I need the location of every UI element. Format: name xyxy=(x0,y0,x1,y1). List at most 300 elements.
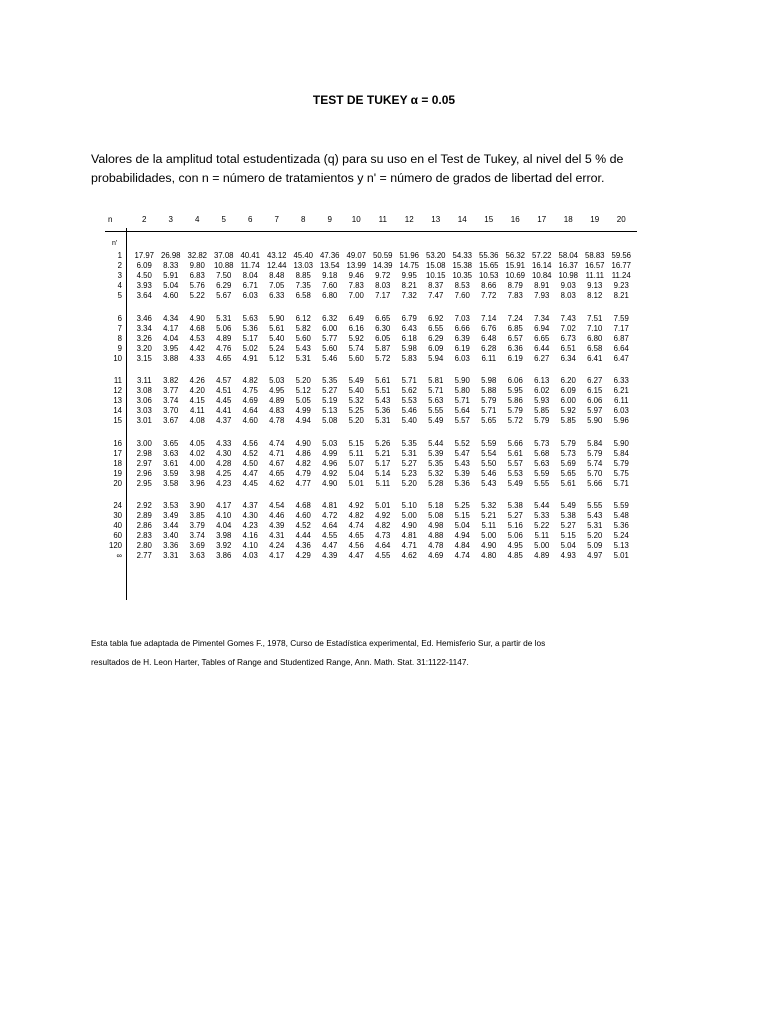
table-cell: 5.54 xyxy=(481,448,497,458)
table-cell: 3.67 xyxy=(163,416,179,425)
table-cell: 5.11 xyxy=(348,448,364,458)
table-cell: 7.43 xyxy=(560,313,576,323)
table-cell: 3.74 xyxy=(189,531,205,540)
table-cell: 4.36 xyxy=(295,541,311,550)
table-cell: 4.90 xyxy=(322,478,338,488)
table-cell: 6.09 xyxy=(428,343,444,353)
table-cell: 5.20 xyxy=(587,531,603,540)
table-cell: 5.67 xyxy=(216,291,232,300)
row-label: ∞ xyxy=(116,551,122,560)
table-cell: 5.40 xyxy=(348,386,364,395)
table-cell: 5.84 xyxy=(587,438,603,448)
table-cell: 5.48 xyxy=(613,511,629,520)
row-label: 13 xyxy=(113,396,122,405)
table-cell: 5.79 xyxy=(481,396,497,405)
table-cell: 8.03 xyxy=(375,281,391,290)
table-cell: 5.90 xyxy=(587,416,603,425)
table-cell: 5.97 xyxy=(587,406,603,415)
table-cell: 4.25 xyxy=(216,468,232,478)
row-label: 4 xyxy=(117,281,122,290)
table-cell: 4.60 xyxy=(295,511,311,520)
table-cell: 4.46 xyxy=(269,511,285,520)
table-cell: 4.23 xyxy=(216,478,232,488)
table-cell: 13.99 xyxy=(346,261,366,270)
table-cell: 5.91 xyxy=(163,271,179,280)
table-cell: 4.33 xyxy=(216,438,232,448)
table-cell: 5.59 xyxy=(481,438,497,448)
table-cell: 5.04 xyxy=(454,521,470,530)
table-cell: 5.40 xyxy=(269,333,285,343)
table-cell: 4.90 xyxy=(481,541,497,550)
table-cell: 4.97 xyxy=(587,551,603,560)
table-cell: 5.98 xyxy=(481,376,497,385)
table-cell: 40.41 xyxy=(240,251,260,260)
table-cell: 4.62 xyxy=(269,478,285,488)
table-cell: 16.77 xyxy=(611,261,631,270)
table-cell: 5.16 xyxy=(507,521,523,530)
table-cell: 56.32 xyxy=(505,251,525,260)
table-cell: 5.71 xyxy=(481,406,497,415)
table-cell: 7.47 xyxy=(428,291,444,300)
table-cell: 4.56 xyxy=(348,541,364,550)
table-cell: 5.33 xyxy=(534,511,550,520)
table-cell: 5.80 xyxy=(454,386,470,395)
table-cell: 4.64 xyxy=(322,521,338,530)
table-cell: 5.28 xyxy=(428,478,444,488)
table-cell: 10.88 xyxy=(213,261,234,270)
table-cell: 5.49 xyxy=(560,501,576,510)
table-cell: 5.53 xyxy=(401,396,417,405)
table-cell: 6.29 xyxy=(216,281,232,290)
table-cell: 4.92 xyxy=(348,501,364,510)
table-cell: 5.92 xyxy=(560,406,576,415)
table-cell: 5.65 xyxy=(560,468,576,478)
table-cell: 4.24 xyxy=(269,541,285,550)
table-cell: 4.29 xyxy=(295,551,311,560)
table-cell: 4.92 xyxy=(375,511,391,520)
table-cell: 6.55 xyxy=(428,323,444,333)
table-cell: 5.86 xyxy=(507,396,523,405)
table-cell: 6.73 xyxy=(560,333,576,343)
table-cell: 8.21 xyxy=(613,291,629,300)
table-cell: 5.26 xyxy=(375,438,391,448)
table-cell: 4.82 xyxy=(348,511,364,520)
table-cell: 5.32 xyxy=(348,396,364,405)
table-cell: 5.36 xyxy=(454,478,470,488)
table-cell: 5.03 xyxy=(269,376,285,385)
table-cell: 6.80 xyxy=(587,333,603,343)
table-cell: 5.79 xyxy=(587,448,603,458)
table-cell: 6.43 xyxy=(401,323,417,333)
table-cell: 4.92 xyxy=(322,468,338,478)
row-label: 20 xyxy=(113,478,122,488)
table-cell: 3.85 xyxy=(189,511,205,520)
table-cell: 5.60 xyxy=(295,333,311,343)
table-cell: 3.93 xyxy=(136,281,152,290)
table-cell: 2.86 xyxy=(136,521,152,530)
table-cell: 10.98 xyxy=(558,271,578,280)
table-cell: 9.03 xyxy=(560,281,576,290)
table-cell: 6.11 xyxy=(481,353,497,363)
table-cell: 4.23 xyxy=(242,521,258,530)
table-cell: 5.57 xyxy=(454,416,470,425)
table-cell: 13.54 xyxy=(319,261,340,270)
table-cell: 3.03 xyxy=(136,406,152,415)
table-cell: 5.70 xyxy=(587,468,603,478)
table-cell: 6.80 xyxy=(322,291,338,300)
table-cell: 4.30 xyxy=(242,511,258,520)
column-header: 10 xyxy=(351,215,361,224)
table-cell: 3.06 xyxy=(136,396,152,405)
table-cell: 6.06 xyxy=(587,396,603,405)
table-cell: 16.57 xyxy=(584,261,605,270)
table-cell: 3.26 xyxy=(136,333,152,343)
column-header: 17 xyxy=(537,215,547,224)
table-cell: 6.65 xyxy=(375,313,391,323)
table-cell: 4.02 xyxy=(189,448,205,458)
table-cell: 3.59 xyxy=(163,468,179,478)
table-cell: 6.12 xyxy=(295,313,311,323)
table-cell: 5.04 xyxy=(163,281,179,290)
table-cell: 5.46 xyxy=(322,353,338,363)
table-cell: 5.68 xyxy=(534,448,550,458)
table-cell: 5.79 xyxy=(560,438,576,448)
row-label: 14 xyxy=(113,406,122,415)
table-cell: 4.82 xyxy=(295,458,311,468)
row-label: 15 xyxy=(113,416,122,425)
table-cell: 5.83 xyxy=(401,353,417,363)
column-header: 18 xyxy=(563,215,573,224)
table-cell: 6.76 xyxy=(481,323,497,333)
table-cell: 6.18 xyxy=(401,333,417,343)
table-cell: 5.05 xyxy=(295,396,311,405)
table-cell: 4.89 xyxy=(216,333,232,343)
table-cell: 3.98 xyxy=(216,531,232,540)
table-cell: 5.76 xyxy=(189,281,205,290)
table-cell: 11.74 xyxy=(240,261,260,270)
table-cell: 5.20 xyxy=(401,478,417,488)
table-cell: 4.04 xyxy=(216,521,232,530)
table-cell: 8.37 xyxy=(428,281,444,290)
table-cell: 4.94 xyxy=(295,416,311,425)
table-cell: 5.20 xyxy=(348,416,364,425)
table-cell: 5.59 xyxy=(613,501,629,510)
table-cell: 5.39 xyxy=(454,468,470,478)
table-cell: 5.18 xyxy=(428,501,444,510)
table-cell: 6.19 xyxy=(507,353,523,363)
table-cell: 4.74 xyxy=(269,438,285,448)
table-cell: 6.66 xyxy=(454,323,470,333)
table-cell: 5.25 xyxy=(454,501,470,510)
table-cell: 5.10 xyxy=(401,501,417,510)
table-cell: 6.19 xyxy=(454,343,470,353)
table-cell: 4.39 xyxy=(322,551,338,560)
table-cell: 7.00 xyxy=(348,291,364,300)
table-cell: 5.15 xyxy=(348,438,364,448)
table-cell: 6.00 xyxy=(560,396,576,405)
column-header: 3 xyxy=(168,215,173,224)
row-label: 19 xyxy=(113,468,122,478)
table-cell: 50.59 xyxy=(372,251,393,260)
table-cell: 4.20 xyxy=(189,386,205,395)
column-axis-label: n xyxy=(108,215,113,224)
table-cell: 3.90 xyxy=(189,501,205,510)
table-cell: 3.58 xyxy=(163,478,179,488)
table-cell: 3.74 xyxy=(163,396,179,405)
table-cell: 5.50 xyxy=(481,458,497,468)
table-cell: 6.03 xyxy=(242,291,258,300)
row-label: 40 xyxy=(113,521,122,530)
table-cell: 5.61 xyxy=(269,323,285,333)
table-cell: 8.48 xyxy=(269,271,285,280)
table-cell: 5.25 xyxy=(348,406,364,415)
table-cell: 53.20 xyxy=(425,251,446,260)
column-header: 19 xyxy=(590,215,600,224)
table-cell: 7.50 xyxy=(216,271,232,280)
table-cell: 4.05 xyxy=(189,438,205,448)
table-cell: 6.06 xyxy=(507,376,523,385)
table-cell: 4.62 xyxy=(401,551,417,560)
table-cell: 6.02 xyxy=(534,386,550,395)
table-cell: 5.77 xyxy=(322,333,338,343)
table-cell: 5.06 xyxy=(507,531,523,540)
table-cell: 5.95 xyxy=(507,386,523,395)
table-cell: 14.75 xyxy=(399,261,419,270)
table-cell: 6.30 xyxy=(375,323,391,333)
table-cell: 7.14 xyxy=(481,313,497,323)
column-header: 11 xyxy=(378,215,387,224)
table-cell: 3.96 xyxy=(189,478,205,488)
table-cell: 5.23 xyxy=(401,468,417,478)
table-cell: 5.79 xyxy=(534,416,550,425)
table-cell: 9.80 xyxy=(189,261,205,270)
table-cell: 6.03 xyxy=(454,353,470,363)
table-cell: 2.77 xyxy=(136,551,152,560)
table-cell: 4.04 xyxy=(163,333,179,343)
table-cell: 5.01 xyxy=(348,478,364,488)
table-cell: 3.95 xyxy=(163,343,179,353)
table-cell: 5.60 xyxy=(322,343,338,353)
table-cell: 5.22 xyxy=(534,521,550,530)
table-cell: 5.72 xyxy=(375,353,391,363)
table-cell: 2.95 xyxy=(136,478,152,488)
row-label: 2 xyxy=(117,261,122,270)
table-cell: 8.91 xyxy=(534,281,550,290)
table-cell: 4.78 xyxy=(428,541,444,550)
table-cell: 4.76 xyxy=(216,343,232,353)
table-cell: 5.82 xyxy=(295,323,311,333)
table-cell: 5.43 xyxy=(295,343,311,353)
table-cell: 3.20 xyxy=(136,343,152,353)
table-cell: 4.64 xyxy=(242,406,258,415)
table-cell: 9.72 xyxy=(375,271,391,280)
table-cell: 3.36 xyxy=(163,541,179,550)
table-cell: 5.65 xyxy=(481,416,497,425)
table-cell: 8.12 xyxy=(587,291,603,300)
table-cell: 5.61 xyxy=(507,448,523,458)
column-header: 9 xyxy=(327,215,332,224)
table-cell: 5.96 xyxy=(613,416,629,425)
table-cell: 5.71 xyxy=(454,396,470,405)
table-cell: 2.98 xyxy=(136,448,152,458)
intro-line: Valores de la amplitud total estudentizada (q) para su uso en el Test de Tukey, al nivel del 5 % de xyxy=(91,152,624,166)
row-label: 3 xyxy=(117,271,122,280)
table-cell: 10.84 xyxy=(531,271,552,280)
table-cell: 4.98 xyxy=(428,521,444,530)
table-cell: 13.03 xyxy=(293,261,313,270)
table-cell: 5.43 xyxy=(454,458,470,468)
table-cell: 4.95 xyxy=(269,386,285,395)
table-cell: 6.94 xyxy=(534,323,550,333)
table-cell: 3.40 xyxy=(163,531,179,540)
table-cell: 5.36 xyxy=(242,323,258,333)
row-label: 17 xyxy=(113,448,122,458)
table-cell: 5.11 xyxy=(534,531,550,540)
table-cell: 57.22 xyxy=(531,251,552,260)
table-cell: 5.74 xyxy=(348,343,364,353)
table-cell: 5.27 xyxy=(401,458,417,468)
row-label: 5 xyxy=(117,291,122,300)
row-axis-label: n' xyxy=(112,240,118,247)
table-cell: 2.89 xyxy=(136,511,152,520)
table-cell: 6.28 xyxy=(481,343,497,353)
table-cell: 4.37 xyxy=(242,501,258,510)
table-cell: 5.61 xyxy=(560,478,576,488)
table-cell: 32.82 xyxy=(187,251,207,260)
column-header: 12 xyxy=(404,215,414,224)
table-cell: 3.34 xyxy=(136,323,152,333)
table-cell: 5.90 xyxy=(613,438,629,448)
table-cell: 4.03 xyxy=(242,551,258,560)
header-divider xyxy=(105,231,637,232)
table-cell: 5.21 xyxy=(481,511,497,520)
table-cell: 4.45 xyxy=(242,478,258,488)
table-cell: 15.38 xyxy=(452,261,472,270)
table-cell: 4.99 xyxy=(295,406,311,415)
column-header: 13 xyxy=(431,215,441,224)
table-cell: 5.73 xyxy=(534,438,550,448)
table-cell: 59.56 xyxy=(611,251,631,260)
table-cell: 5.55 xyxy=(587,501,603,510)
table-cell: 17.97 xyxy=(134,251,154,260)
table-cell: 7.93 xyxy=(534,291,550,300)
table-cell: 6.09 xyxy=(560,386,576,395)
table-cell: 5.66 xyxy=(507,438,523,448)
table-cell: 2.97 xyxy=(136,458,152,468)
table-cell: 5.11 xyxy=(481,521,497,530)
table-cell: 5.46 xyxy=(401,406,417,415)
table-cell: 4.34 xyxy=(163,313,179,323)
table-cell: 5.81 xyxy=(428,376,444,385)
table-cell: 5.94 xyxy=(428,353,444,363)
column-header: 16 xyxy=(510,215,520,224)
table-cell: 5.90 xyxy=(454,376,470,385)
table-cell: 4.31 xyxy=(269,531,285,540)
table-cell: 5.36 xyxy=(613,521,629,530)
table-cell: 5.15 xyxy=(560,531,576,540)
table-cell: 4.00 xyxy=(189,458,205,468)
table-cell: 4.16 xyxy=(242,531,258,540)
table-cell: 4.47 xyxy=(242,468,258,478)
table-cell: 11.24 xyxy=(611,271,631,280)
table-cell: 7.60 xyxy=(322,281,338,290)
table-cell: 5.17 xyxy=(375,458,391,468)
table-cell: 3.70 xyxy=(163,406,179,415)
table-cell: 6.33 xyxy=(269,291,285,300)
table-cell: 5.55 xyxy=(428,406,444,415)
table-cell: 4.74 xyxy=(454,551,470,560)
table-cell: 7.02 xyxy=(560,323,576,333)
table-cell: 5.63 xyxy=(428,396,444,405)
table-cell: 5.04 xyxy=(348,468,364,478)
table-cell: 43.12 xyxy=(266,251,287,260)
table-cell: 37.08 xyxy=(213,251,234,260)
column-header: 8 xyxy=(301,215,306,224)
table-cell: 5.46 xyxy=(481,468,497,478)
table-cell: 4.26 xyxy=(189,376,205,385)
table-cell: 6.41 xyxy=(587,353,603,363)
table-cell: 4.50 xyxy=(242,458,258,468)
table-cell: 3.69 xyxy=(189,541,205,550)
table-cell: 6.71 xyxy=(242,281,258,290)
table-cell: 5.35 xyxy=(401,438,417,448)
table-cell: 5.19 xyxy=(322,396,338,405)
table-cell: 5.20 xyxy=(295,376,311,385)
table-cell: 3.65 xyxy=(163,438,179,448)
table-cell: 4.77 xyxy=(295,478,311,488)
table-cell: 4.47 xyxy=(348,551,364,560)
table-cell: 54.33 xyxy=(452,251,472,260)
table-cell: 5.61 xyxy=(375,376,391,385)
table-cell: 5.79 xyxy=(613,458,629,468)
row-label: 6 xyxy=(117,313,122,323)
table-cell: 3.00 xyxy=(136,438,152,448)
row-label: 12 xyxy=(113,386,122,395)
table-cell: 5.38 xyxy=(560,511,576,520)
column-header: 20 xyxy=(616,215,626,224)
table-cell: 5.12 xyxy=(295,386,311,395)
table-cell: 7.17 xyxy=(375,291,391,300)
table-cell: 11.11 xyxy=(585,271,604,280)
table-cell: 5.73 xyxy=(560,448,576,458)
table-cell: 6.87 xyxy=(613,333,629,343)
table-cell: 4.64 xyxy=(375,541,391,550)
row-label: 30 xyxy=(113,511,122,520)
table-cell: 5.21 xyxy=(375,448,391,458)
table-cell: 45.40 xyxy=(293,251,313,260)
table-cell: 5.71 xyxy=(428,386,444,395)
table-cell: 6.36 xyxy=(507,343,523,353)
table-cell: 6.09 xyxy=(136,261,152,270)
table-cell: 5.93 xyxy=(534,396,550,405)
table-cell: 5.01 xyxy=(613,551,629,560)
table-cell: 6.15 xyxy=(587,386,603,395)
table-cell: 5.69 xyxy=(560,458,576,468)
table-cell: 4.96 xyxy=(322,458,338,468)
table-cell: 7.32 xyxy=(401,291,417,300)
table-cell: 8.03 xyxy=(560,291,576,300)
table-cell: 4.88 xyxy=(428,531,444,540)
table-cell: 5.35 xyxy=(322,376,338,385)
table-cell: 58.04 xyxy=(558,251,578,260)
table-cell: 5.27 xyxy=(560,521,576,530)
table-cell: 2.83 xyxy=(136,531,152,540)
row-label-divider xyxy=(126,228,127,600)
table-cell: 6.79 xyxy=(401,313,417,323)
table-cell: 9.46 xyxy=(348,271,364,280)
row-label: 16 xyxy=(113,438,122,448)
table-cell: 6.27 xyxy=(587,376,603,385)
